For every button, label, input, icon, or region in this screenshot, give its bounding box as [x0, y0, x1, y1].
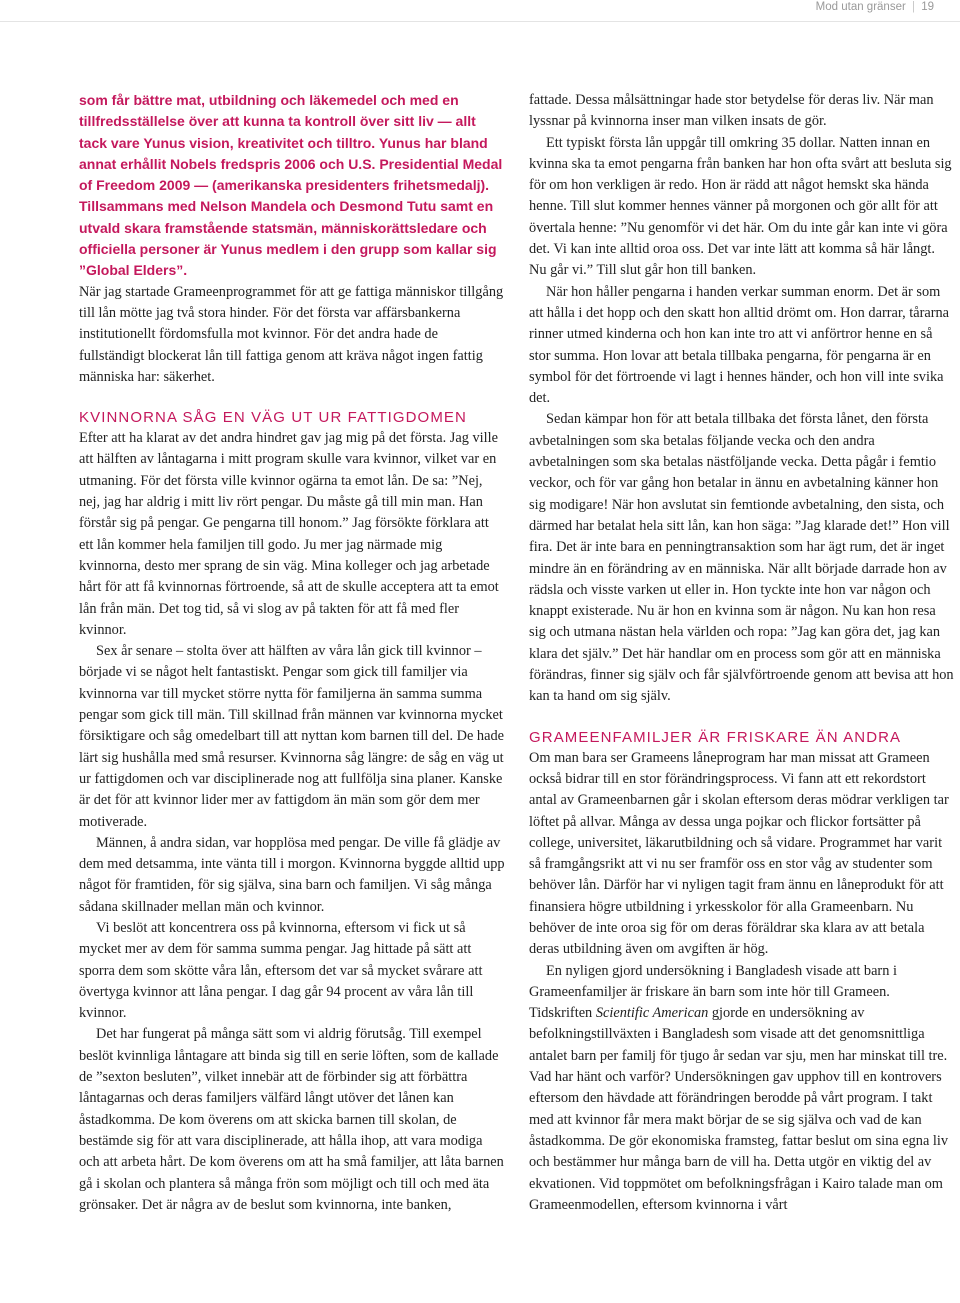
right-column: [529, 90, 955, 1216]
left-column: [79, 90, 505, 1216]
body-paragraph: Det har fungerat på många sätt som vi aldrig förutsåg. Till exempel beslöt kvinnliga låntagare att binda sig till en serie löften, som de kallade de ”sexton besluten”, vilket innebär att de förbinder sig att förbättra låntagarnas och deras familjers välfärd långt utöver det lånen kan åstadkomma. De kom överens om att skicka barnen till skolan, de bestämde sig för att vara disciplinerade, att hålla ihop, att vara modiga och att arbeta hårt. De kom överens om att ha små familjer, att låta barnen gå i skolan och plantera så många frön som möjligt och till och med äta grönsaker. Det är några av de beslut som kvinnorna, inte banken,: [79, 1026, 504, 1213]
header-rule: [0, 21, 960, 22]
body-paragraph: Sedan kämpar hon för att betala tillbaka det första lånet, den första avbetalningen som ska betalas följande vecka och den andra avbetalningen som ska betalas nästföljande vecka. Detta pågår i femtio veckor, och för var gång hon betalar in ännu en avbetalning känner hon sig modigare! När hon avslutat sin femtionde avbetalning, den sista, och därmed har betalat hela sitt lån, kan hon säga: ”Jag klarade det!” Hon vill fira. Det är inte bara en penningtransaktion som har ägt rum, det är inget mindre än en förändring av en människa. När allt började darrade hon av rädsla och visste varken ut eller in. Hon tyckte inte hon var någon och knappt existerade. Nu är hon en kvinna som är någon. Nu kan hon resa sig och utmana nästan hela världen och ropa: ”Jag kan göra det, jag kan klara det själv.” Det här handlar om en process som gör att en människa förändras, finner sig själv och får självförtroende genom att bevisa att hon kan ta hand om sig själv.: [529, 411, 954, 705]
body-paragraph: Vi beslöt att koncentrera oss på kvinnorna, eftersom vi fick ut så mycket mer av dem för samma summa pengar. Jag hittade på sätt att sporra dem som skötte våra lån, eftersom det var så mycket svårare att övertyga kvinnor att låna pengar. I dag går 94 procent av våra lån till kvinnor.: [79, 919, 483, 1022]
body-paragraph: När jag startade Grameenprogrammet för att ge fattiga människor tillgång till lån mötte jag två stora hinder. För det första var affärsbankerna institutionellt fördomsfulla mot kvinnor. För det andra hade de fullständigt blockerat lån till fattiga genom att kräva något ingen fattig människa har: säkerhet.: [79, 283, 504, 385]
text-run: En nyligen gjord undersökning i Bangladesh visade att barn i Grameenfamiljer är friskare än barn som inte hör till Grameen. Tidskriften: [529, 962, 897, 1022]
body-paragraph: Efter att ha klarat av det andra hindret gav jag mig på det första. Jag ville att hälften av låntagarna i mitt program skulle vara kvinnor, vilket var en utmaning. För det första ville kvinnor ogärna ta emot lån. De sa: ”Nej, nej, jag har aldrig i mitt liv rört pengar. Du måste gå till min man. Han förstår sig på pengar. Ge pengarna till honom.” Jag försökte förklara att ett lån kommer hela familjen till godo. Ju mer jag närmade mig kvinnorna, desto mer sprang de sin väg. Mina kolleger och jag arbetade hårt för att få kvinnornas förtroende, så att de skulle acceptera att ta emot lån från män. Det tog tid, så vi slog av på takten för att få med fler kvinnor.: [79, 430, 499, 638]
page-number: 19: [921, 1, 934, 13]
body-paragraph: Sex år senare – stolta över att hälften av våra lån gick till kvinnor – började vi se något helt fantastiskt. Pengar som gick till familjer via kvinnorna var till mycket större nytta för familjerna än samma summa pengar som gick till män. Till skillnad från männen var kvinnorna mycket försiktigare och såg omedelbart till att nyttan kom barnen till del. De hade lärt sig hushålla med små resurser. Kvinnorna såg längre: de såg en väg ut ur fattigdomen och var disciplinerade nog att fullfölja sina planer. Kanske är det för att kvinnor lider mer av fattigdom än män som gör dem mer motiverade.: [79, 643, 505, 830]
running-title: Mod utan gränser: [815, 1, 906, 13]
text-run: gjorde en undersökning av befolkningstillväxten i Bangladesh som visade att det genomsnittliga antalet barn per familj för tjugo år sedan var sju, men har minskat till tre. Vad har hänt och varför? Undersökningen gav upphov till en kontrovers eftersom den hävdade att förändringen berodde på vårt program. I takt med att kvinnor får mera makt börjar de se sig själva och vad de kan åstadkomma. De gör ekonomiska framsteg, fattar beslut om sina egna liv och bestämmer hur många barn de vill ha. Detta utgör en viktig del av ekvationen. Vid toppmötet om befolkningsfrågan i Kairo talade man om Grameenmodellen, eftersom kvinnorna i vårt: [529, 1005, 949, 1213]
section-heading-women: KVINNORNA SÅG EN VÄG UT UR FATTIGDOMEN: [79, 409, 467, 427]
body-paragraph: [529, 961, 955, 1217]
body-paragraph: fattade. Dessa målsättningar hade stor betydelse för deras liv. När man lyssnar på kvinnorna inser man vilken insats de gör.: [529, 92, 934, 130]
magazine-title: Scientific American: [595, 1005, 709, 1022]
body-paragraph: När hon håller pengarna i handen verkar summan enorm. Det är som att hålla i det hopp och den skatt hon alltid drömt om. Hon darrar, tårarna rinner utmed kinderna och hon kan inte tro att vi anförtror henne en så stor summa. Hon lovar att betala tillbaka pengarna, för pengarna är en symbol för det förtroende vi lagt i hennes händer, och hon vill inte svika det.: [529, 283, 950, 407]
running-header: [816, 0, 934, 14]
body-paragraph: Om man bara ser Grameens låneprogram har man missat att Grameen också bidrar till en stor förändringsprocess. Vi fann att ett rekordstort antal av Grameenbarnen går i skolan eftersom deras mödrar verkligen tar löftet på allvar. Många av dessa unga pojkar och flickor fortsätter på college, universitet, läkarutbildning och så vidare. Programmet har varit så framgångsrikt att vi nu ser framför oss en stor våg av studenter som behöver lån. Därför har vi nyligen tagit fram ännu en låneprodukt för att finansiera högre utbildning i yrkesskolor för alla Grameenbarn. Nu behöver de inte oroa sig för om deras föräldrar ska klara av att betala deras utbildning även om avgiften är hög.: [529, 749, 949, 958]
body-paragraph: Ett typiskt första lån uppgår till omkring 35 dollar. Natten innan en kvinna ska ta emot pengarna från banken har hon ofta svårt att besluta sig för om hon verkligen är redo. Hon är rädd att något hemskt ska hända henne. Till slut kommer hennes vänner på morgonen och gör allt för att övertala henne: ”Nu genomför vi det här. Om du inte går kan inte vi göra det. Vi kan inte alltid oroa oss. Det var inte lätt att komma så här långt. Nu går vi.” Till slut går hon till banken.: [529, 134, 952, 279]
body-paragraph: Männen, å andra sidan, var hopplösa med pengar. De ville få glädje av dem med detsamma, inte vänta till i morgon. Kvinnorna byggde alltid upp något för framtiden, för sig själva, sina barn och familjen. Vi såg många sådana skillnader mellan män och kvinnor.: [79, 834, 505, 915]
header-separator: |: [912, 1, 915, 13]
intro-paragraph: som får bättre mat, utbildning och läkemedel och med en tillfredsställelse över att kunna ta kontroll över sitt liv — allt tack vare Yunus vision, kreativitet och tilltro. Yunus har bland annat erhållit Nobels fredspris 2006 och U.S. Presidential Medal of Freedom 2009 — (amerikanska presidenters frihetsmedalj). Tillsammans med Nelson Mandela och Desmond Tutu samt en utvald skara framstående statsmän, människorättsledare och officiella personer är Yunus medlem i den grupp som kallar sig ”Global Elders”.: [79, 92, 503, 279]
section-heading-families: GRAMEENFAMILJER ÄR FRISKARE ÄN ANDRA: [529, 728, 902, 746]
